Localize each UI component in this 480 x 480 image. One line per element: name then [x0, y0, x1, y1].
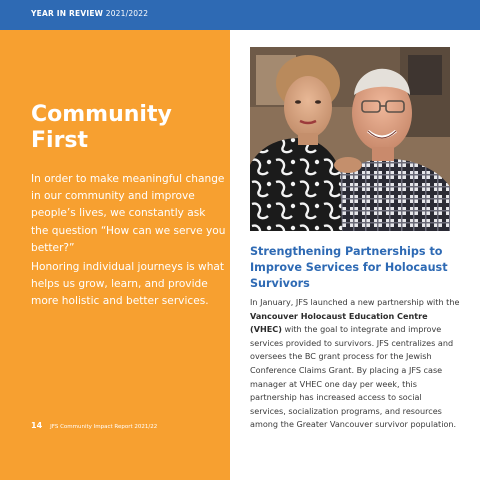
top-banner [0, 0, 480, 30]
article-heading: Strengthening Partnerships to Improve Services for Holocaust Survivors [250, 245, 448, 291]
section-label-bold: YEAR IN REVIEW [31, 9, 104, 18]
section-label-years: 2021/2022 [105, 9, 149, 18]
footer-text: JFS Community Impact Report 2021/22 [50, 424, 158, 430]
page-number: 14 [31, 421, 43, 430]
panel-title: Community First [31, 102, 172, 153]
body-text-rest: with the goal to integrate and improve services provided to survivors. JFS centralizes and oversees the BC grant process for the Jewish Conference Claims Grant. By placing a JFS case manager at VHEC one day per week, this partnership has increased access to social services, socialization programs, and resources among the Greater Vancouver survivor population. [250, 324, 457, 430]
body-text-start: In January, JFS launched a new partnership with the [250, 297, 460, 307]
partner-name: Vancouver Holocaust Education Centre (VHEC) [250, 310, 428, 335]
couple-photo [250, 47, 450, 231]
article-body [250, 296, 460, 432]
section-label [31, 9, 148, 18]
secondary-paragraph: Honoring individual journeys is what helps us grow, learn, and provide more holistic and better services. [31, 261, 225, 308]
intro-paragraph: In order to make meaningful change in our community and improve people’s lives, we constantly ask the question “How can we serve you better?” [31, 173, 226, 254]
page-footer [31, 413, 157, 432]
